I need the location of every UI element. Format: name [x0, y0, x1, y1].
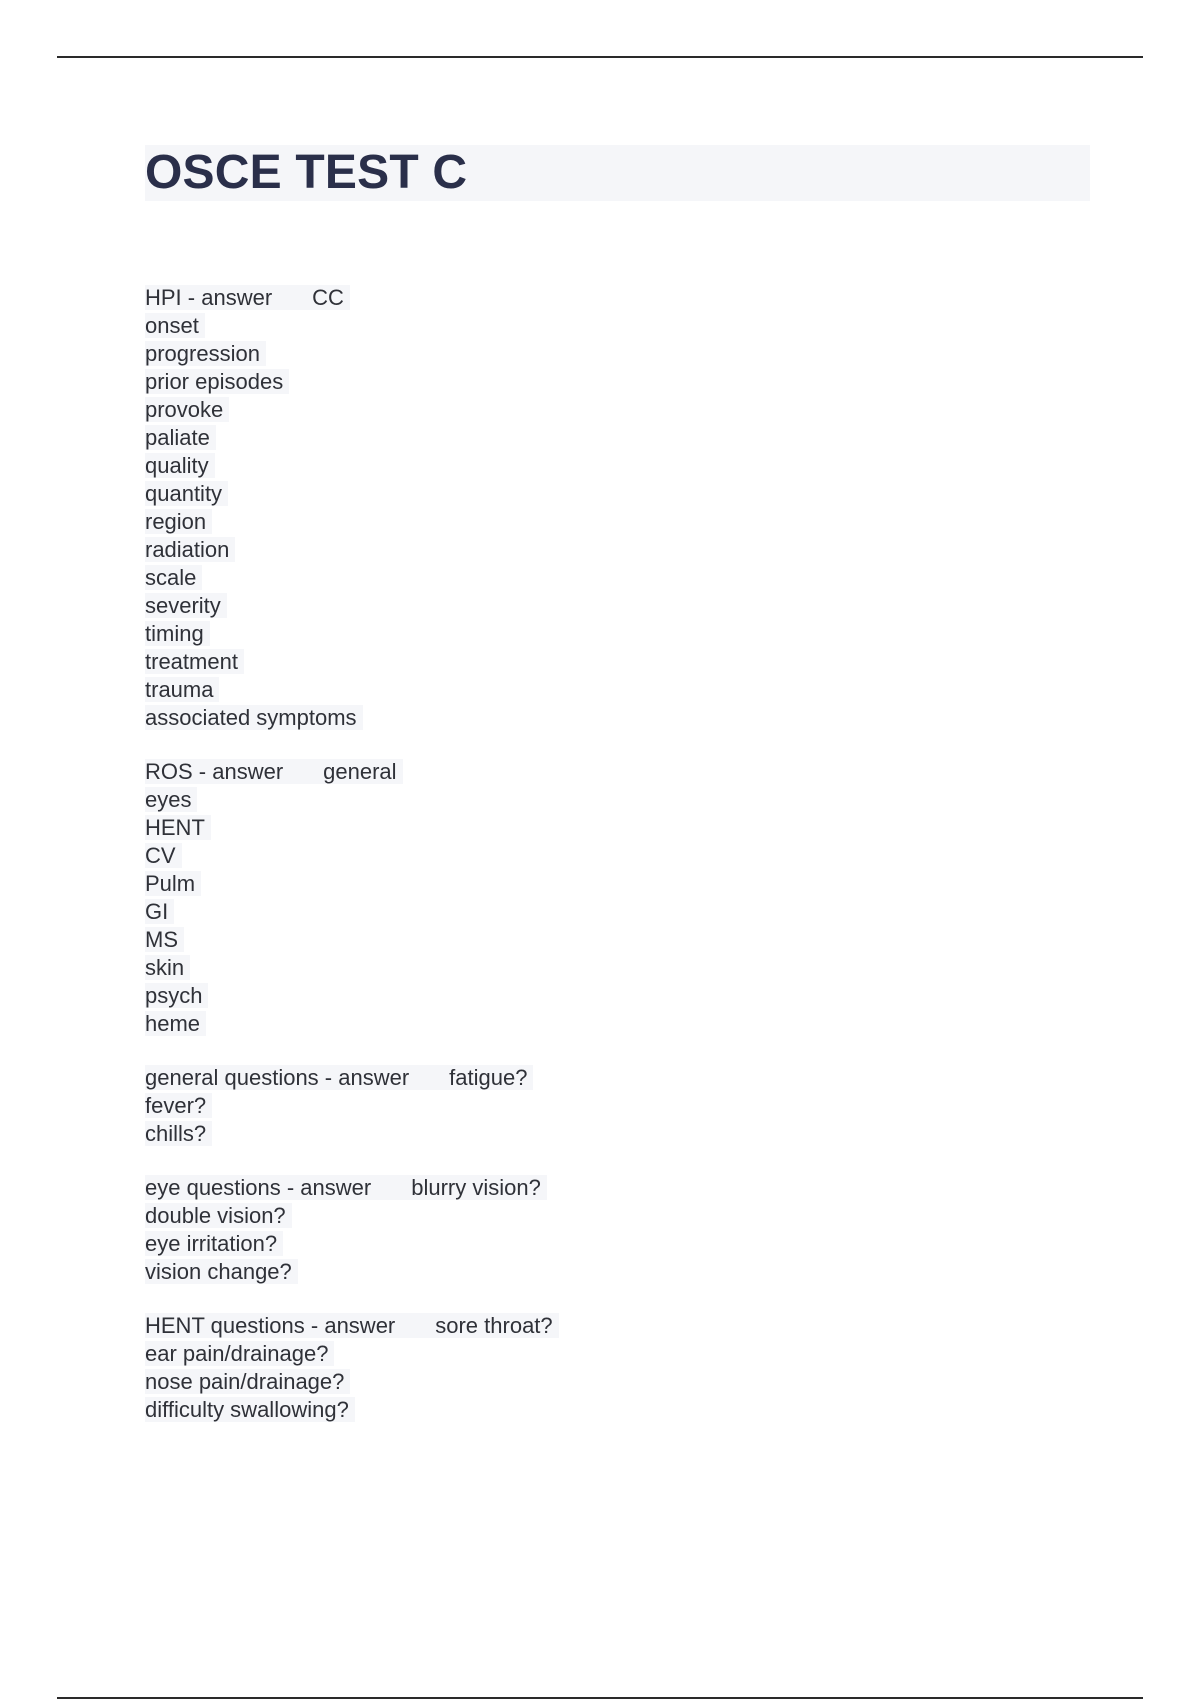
card-answer-line: psych: [145, 982, 1045, 1010]
card-answer-line: ear pain/drainage?: [145, 1340, 1045, 1368]
card-answer-line: fever?: [145, 1092, 1045, 1120]
card-answer-line: nose pain/drainage?: [145, 1368, 1045, 1396]
card-answer-line: eyes: [145, 786, 1045, 814]
card-first-line: [145, 1174, 1045, 1202]
card-answer-line: difficulty swallowing?: [145, 1396, 1045, 1424]
card-answer-line: heme: [145, 1010, 1045, 1038]
card-term: HPI - answer: [145, 285, 273, 310]
footer-rule: [57, 1697, 1143, 1699]
card-answer-line: scale: [145, 564, 1045, 592]
card-answer-line: associated symptoms: [145, 704, 1045, 732]
header-rule: [57, 56, 1143, 58]
card-term: general questions - answer: [145, 1065, 410, 1090]
card-answer-line: eye irritation?: [145, 1230, 1045, 1258]
card-answer-line: double vision?: [145, 1202, 1045, 1230]
card-term: ROS - answer: [145, 759, 284, 784]
card-answer-line: blurry vision?: [411, 1175, 541, 1200]
card-answer-line: skin: [145, 954, 1045, 982]
card-answer-line: chills?: [145, 1120, 1045, 1148]
card-answer-line: quality: [145, 452, 1045, 480]
card-answer-line: quantity: [145, 480, 1045, 508]
card-answer-line: fatigue?: [449, 1065, 528, 1090]
card-answer-line: region: [145, 508, 1045, 536]
card-answer-line: MS: [145, 926, 1045, 954]
card-answer-line: progression: [145, 340, 1045, 368]
card-answer-line: radiation: [145, 536, 1045, 564]
card-term: HENT questions - answer: [145, 1313, 396, 1338]
card-answer-line: general: [323, 759, 397, 784]
card-answer-line: HENT: [145, 814, 1045, 842]
flashcard: [145, 1064, 1045, 1148]
card-first-line: [145, 284, 1045, 312]
card-first-line: [145, 1312, 1045, 1340]
card-answer-line: GI: [145, 898, 1045, 926]
card-answer-line: trauma: [145, 676, 1045, 704]
flashcard: [145, 758, 1045, 1038]
flashcard-list: [145, 284, 1045, 1450]
flashcard: [145, 284, 1045, 732]
card-answer-line: provoke: [145, 396, 1045, 424]
card-answer-line: treatment: [145, 648, 1045, 676]
card-term: eye questions - answer: [145, 1175, 372, 1200]
card-answer-line: sore throat?: [435, 1313, 553, 1338]
card-first-line: [145, 1064, 1045, 1092]
card-first-line: [145, 758, 1045, 786]
card-answer-line: prior episodes: [145, 368, 1045, 396]
card-answer-line: Pulm: [145, 870, 1045, 898]
card-answer-line: severity: [145, 592, 1045, 620]
flashcard: [145, 1312, 1045, 1424]
document-title: OSCE TEST C: [145, 146, 468, 199]
card-answer-line: onset: [145, 312, 1045, 340]
card-answer-line: vision change?: [145, 1258, 1045, 1286]
card-answer-line: paliate: [145, 424, 1045, 452]
flashcard: [145, 1174, 1045, 1286]
card-answer-line: CV: [145, 842, 1045, 870]
card-answer-line: timing: [145, 620, 1045, 648]
card-answer-line: CC: [312, 285, 344, 310]
